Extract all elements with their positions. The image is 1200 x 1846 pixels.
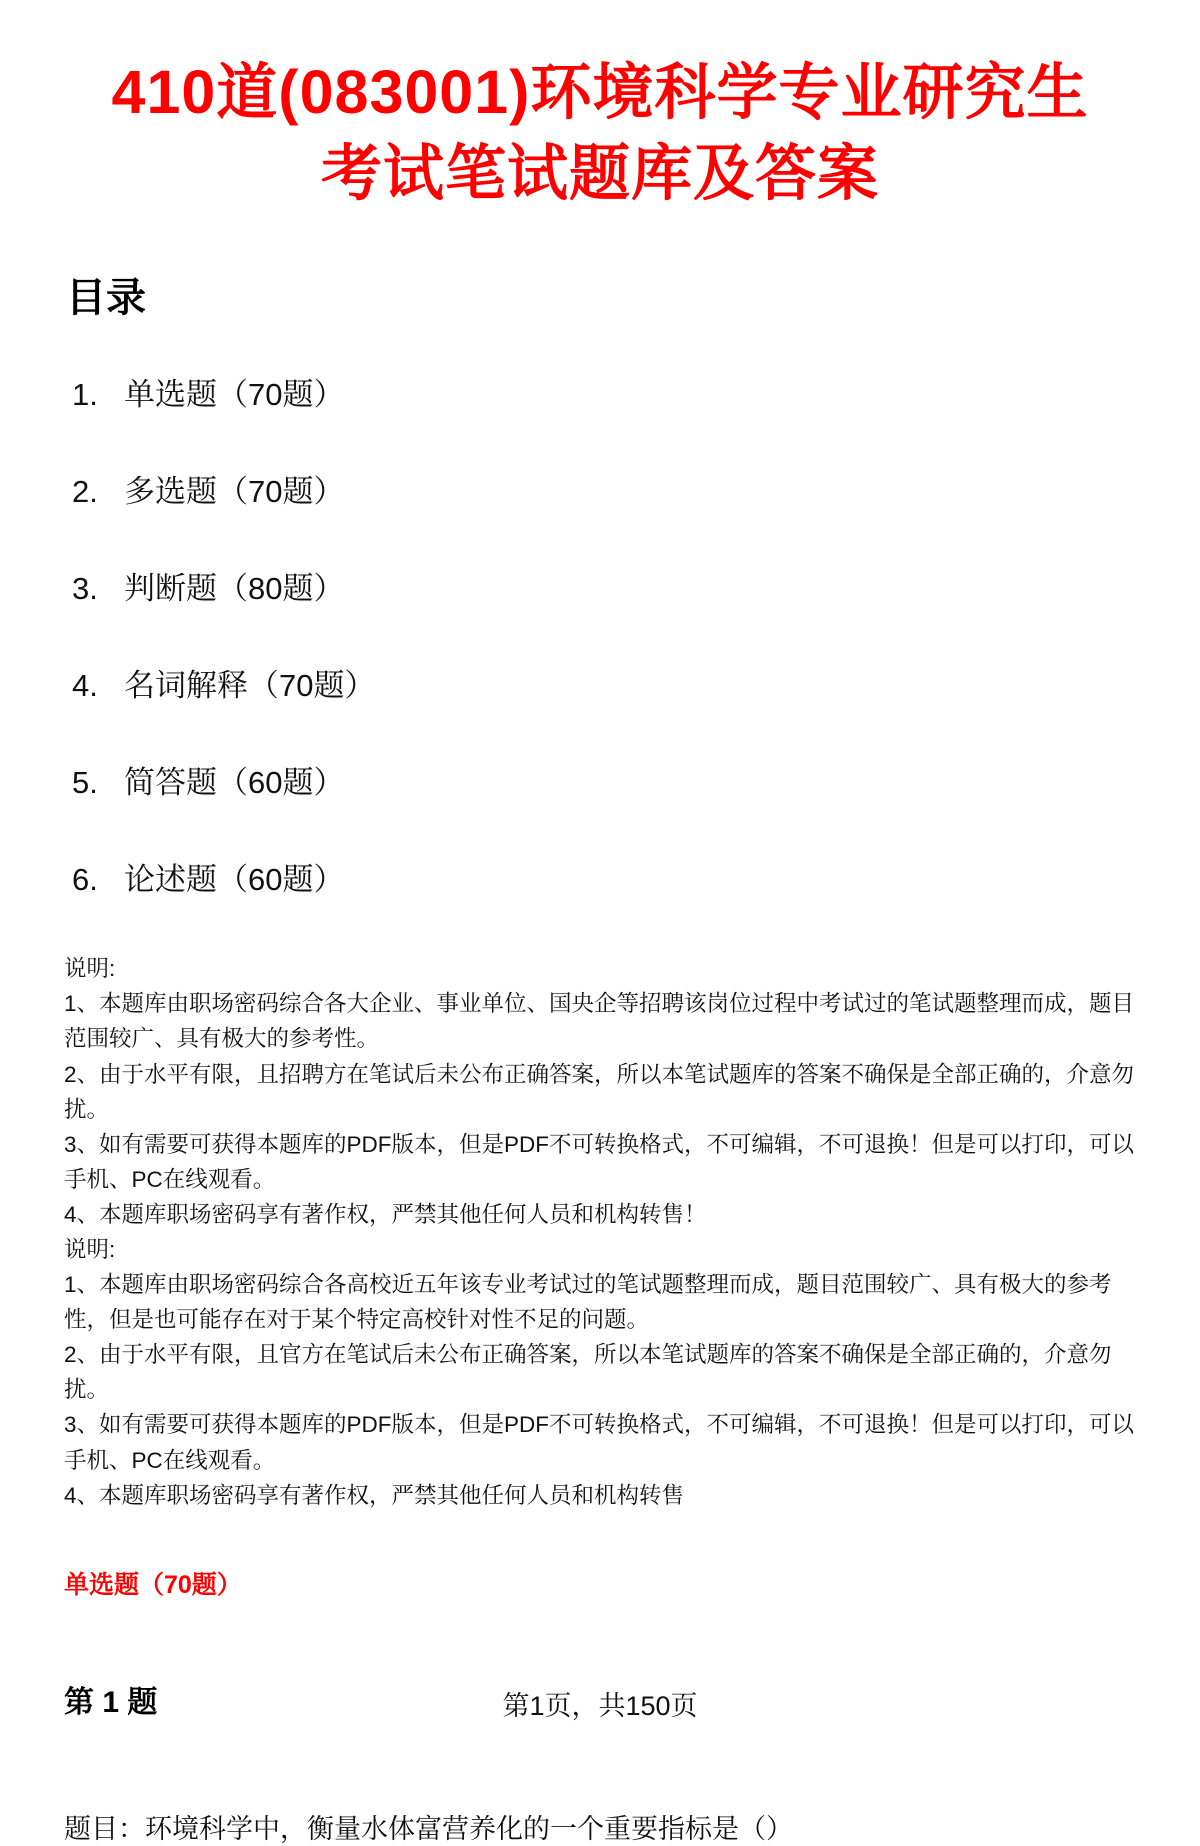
- toc-item: [72, 369, 1136, 414]
- question-text: 题目：环境科学中，衡量水体富营养化的一个重要指标是（）: [64, 1813, 793, 1844]
- toc-item-number: 1.: [72, 377, 98, 413]
- toc-item: [72, 757, 1136, 802]
- notes-line: 3、如有需要可获得本题库的PDF版本，但是PDF不可转换格式，不可编辑，不可退换！但是可以打印，可以手机、PC在线观看。: [64, 1412, 1135, 1473]
- notes-line: 4、本题库职场密码享有著作权，严禁其他任何人员和机构转售: [64, 1482, 685, 1508]
- toc-item-number: 4.: [72, 668, 98, 704]
- toc-item: [72, 466, 1136, 511]
- notes-line: 3、如有需要可获得本题库的PDF版本，但是PDF不可转换格式，不可编辑，不可退换！但是可以打印，可以手机、PC在线观看。: [64, 1131, 1135, 1192]
- toc-item-number: 3.: [72, 571, 98, 607]
- notes-line: 1、本题库由职场密码综合各高校近五年该专业考试过的笔试题整理而成，题目范围较广、具有极大的参考性，但是也可能存在对于某个特定高校针对性不足的问题。: [64, 1272, 1112, 1333]
- toc-heading: 目录: [66, 276, 146, 321]
- notes-line: 4、本题库职场密码享有著作权，严禁其他任何人员和机构转售！: [64, 1201, 707, 1227]
- toc-item-label: 简答题（60题）: [124, 765, 345, 801]
- question-number: 第 1 题: [64, 1685, 158, 1719]
- toc-item-label: 单选题（70题）: [124, 377, 345, 413]
- notes-line: 2、由于水平有限，且官方在笔试后未公布正确答案，所以本笔试题库的答案不确保是全部正确的，介意勿扰。: [64, 1342, 1112, 1403]
- notes-block: [64, 951, 1136, 1513]
- page-footer: 第1页，共150页: [502, 1691, 698, 1721]
- toc-item-label: 多选题（70题）: [124, 474, 345, 510]
- toc-item-label: 名词解释（70题）: [124, 668, 376, 704]
- section-heading-single-choice: 单选题（70题）: [64, 1570, 242, 1599]
- document-title: 410道(083001)环境科学专业研究生考试笔试题库及答案: [111, 58, 1089, 208]
- toc-item: [72, 660, 1136, 705]
- toc-item-number: 6.: [72, 862, 98, 898]
- notes-line: 说明:: [64, 956, 116, 982]
- toc-item-number: 2.: [72, 474, 98, 510]
- toc-item: [72, 563, 1136, 608]
- toc-item-label: 论述题（60题）: [124, 862, 345, 898]
- toc-item-label: 判断题（80题）: [124, 571, 345, 607]
- notes-line: 2、由于水平有限，且招聘方在笔试后未公布正确答案，所以本笔试题库的答案不确保是全部正确的，介意勿扰。: [64, 1061, 1135, 1122]
- toc-item: [72, 854, 1136, 899]
- toc-list: [64, 369, 1136, 899]
- toc-item-number: 5.: [72, 765, 98, 801]
- notes-line: 1、本题库由职场密码综合各大企业、事业单位、国央企等招聘该岗位过程中考试过的笔试题整理而成，题目范围较广、具有极大的参考性。: [64, 991, 1135, 1052]
- notes-line: 说明:: [64, 1237, 116, 1262]
